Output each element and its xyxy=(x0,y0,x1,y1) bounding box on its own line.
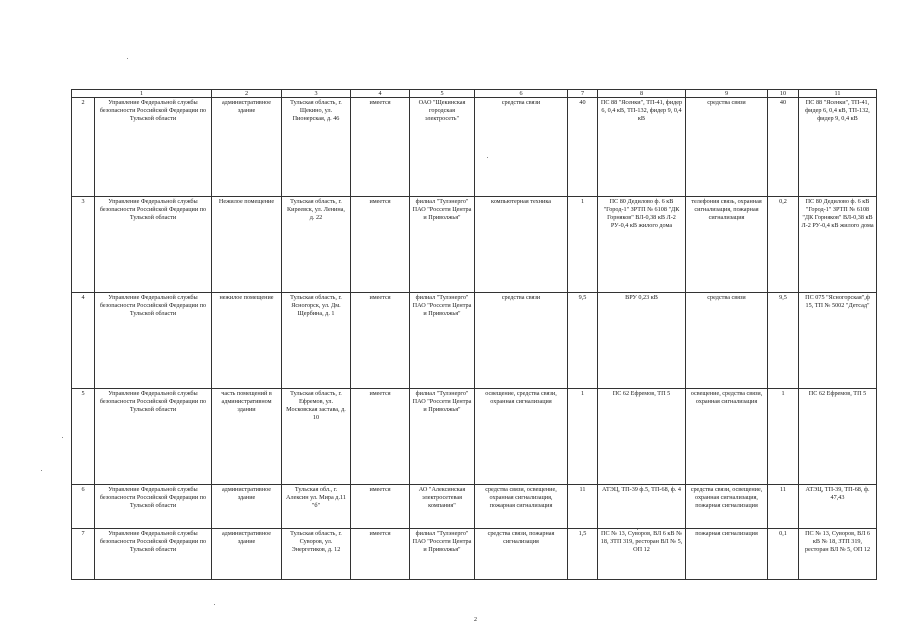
reserve-consumers-cell: пожарная сигнализация xyxy=(686,529,768,580)
header-cell-1: 1 xyxy=(72,90,212,98)
consumers-cell: средства связи, освещение, охранная сигнализация, пожарная сигнализация xyxy=(475,485,568,529)
table-row xyxy=(72,389,877,485)
header-cell-7: 7 xyxy=(568,90,598,98)
consumers-cell: средства связи xyxy=(475,98,568,197)
address-cell: Тульская область, г. Щекино, ул. Пионерская, д. 46 xyxy=(282,98,351,197)
supplier-cell: филиал "Тулэнерго" ПАО "Россети Центра и Приволжья" xyxy=(410,197,475,293)
organization-cell: Управление Федеральной службы безопасности Российской Федерации по Тульской области xyxy=(95,529,212,580)
header-cell-11: 11 xyxy=(799,90,877,98)
consumers-cell: средства связи, пожарная сигнализация xyxy=(475,529,568,580)
scan-speck xyxy=(127,58,128,59)
connection-point-cell: АТЭЦ, ТП-39 ф.5, ТП-68, ф. 4 xyxy=(598,485,686,529)
reserve-consumers-cell: средства связи xyxy=(686,293,768,389)
header-cell-4: 4 xyxy=(351,90,410,98)
table-row xyxy=(72,485,877,529)
availability-cell: имеется xyxy=(351,529,410,580)
organization-cell: Управление Федеральной службы безопасности Российской Федерации по Тульской области xyxy=(95,485,212,529)
availability-cell: имеется xyxy=(351,485,410,529)
premises-type-cell: административное здание xyxy=(212,529,282,580)
header-row xyxy=(72,90,877,98)
availability-cell: имеется xyxy=(351,389,410,485)
table-row xyxy=(72,529,877,580)
header-cell-9: 9 xyxy=(686,90,768,98)
premises-type-cell: нежилое помещение xyxy=(212,293,282,389)
reserve-source-cell: ПС 075 "Ясногорская",ф 15, ТП № 5002 "Детсад" xyxy=(799,293,877,389)
organization-cell: Управление Федеральной службы безопасности Российской Федерации по Тульской области xyxy=(95,98,212,197)
supplier-cell: филиал "Тулэнерго" ПАО "Россети Центра и Приволжья" xyxy=(410,293,475,389)
reserve-power-cell: 11 xyxy=(768,485,799,529)
power-cell: 1,5 xyxy=(568,529,598,580)
supplier-cell: ОАО "Щекинская городская электросеть" xyxy=(410,98,475,197)
header-cell-3: 3 xyxy=(282,90,351,98)
reserve-power-cell: 0,1 xyxy=(768,529,799,580)
header-cell-6: 6 xyxy=(475,90,568,98)
organization-cell: Управление Федеральной службы безопасности Российской Федерации по Тульской области xyxy=(95,197,212,293)
page-number: 2 xyxy=(474,617,477,623)
connection-point-cell: ПС 80 Дедилово ф. 6 кВ "Город-1" ЗРТП № 6108 "ДК Горняков" ВЛ-0,38 кВ Л-2 РУ-0,4 кВ жилого дома xyxy=(598,197,686,293)
scan-speck xyxy=(41,470,42,471)
power-cell: 11 xyxy=(568,485,598,529)
header-cell-2: 2 xyxy=(212,90,282,98)
header-cell-5: 5 xyxy=(410,90,475,98)
address-cell: Тульская область, г. Ясногорск, ул. Дм. Щербина, д. 1 xyxy=(282,293,351,389)
premises-type-cell: административное здание xyxy=(212,98,282,197)
premises-type-cell: административное здание xyxy=(212,485,282,529)
consumers-cell: освещение, средства связи, охранная сигнализация xyxy=(475,389,568,485)
availability-cell: имеется xyxy=(351,197,410,293)
reserve-power-cell: 1 xyxy=(768,389,799,485)
address-cell: Тульская область, г. Суворов, ул. Энергетиков, д. 12 xyxy=(282,529,351,580)
row-number: 5 xyxy=(72,389,95,485)
header-cell-10: 10 xyxy=(768,90,799,98)
reserve-power-cell: 0,2 xyxy=(768,197,799,293)
power-cell: 1 xyxy=(568,389,598,485)
reserve-power-cell: 40 xyxy=(768,98,799,197)
connection-point-cell: ПС 62 Ефремов, ТП 5 xyxy=(598,389,686,485)
organization-cell: Управление Федеральной службы безопасности Российской Федерации по Тульской области xyxy=(95,389,212,485)
availability-cell: имеется xyxy=(351,293,410,389)
row-number: 6 xyxy=(72,485,95,529)
reserve-source-cell: ПС 80 Дедилово ф. 6 кВ "Город-1" ЗРТП № 6108 "ДК Горняков" ВЛ-0,38 кВ Л-2 РУ-0,4 кВ жилого дома xyxy=(799,197,877,293)
address-cell: Тульская обл., г. Алексин ул. Мира д.11 "б" xyxy=(282,485,351,529)
scan-speck xyxy=(214,604,215,605)
connection-point-cell: ПС 88 "Ясенки", ТП-41, фидер 6, 0,4 кВ, ТП-132, фидер 9, 0,4 кВ xyxy=(598,98,686,197)
scan-speck xyxy=(637,529,638,530)
data-table xyxy=(71,89,877,580)
table-row xyxy=(72,98,877,197)
scan-speck xyxy=(62,437,63,438)
reserve-consumers-cell: средства связи, освещение, охранная сигнализация, пожарная сигнализация xyxy=(686,485,768,529)
row-number: 7 xyxy=(72,529,95,580)
reserve-consumers-cell: средства связи xyxy=(686,98,768,197)
row-number: 4 xyxy=(72,293,95,389)
address-cell: Тульская область, г. Киреевск, ул. Ленина, д. 22 xyxy=(282,197,351,293)
reserve-power-cell: 9,5 xyxy=(768,293,799,389)
row-number: 2 xyxy=(72,98,95,197)
availability-cell: имеется xyxy=(351,98,410,197)
premises-type-cell: Нежилое помещение xyxy=(212,197,282,293)
supplier-cell: филиал "Тулэнерго" ПАО "Россети Центра и Приволжья" xyxy=(410,389,475,485)
power-cell: 9,5 xyxy=(568,293,598,389)
power-cell: 1 xyxy=(568,197,598,293)
row-number: 3 xyxy=(72,197,95,293)
organization-cell: Управление Федеральной службы безопасности Российской Федерации по Тульской области xyxy=(95,293,212,389)
supplier-cell: филиал "Тулэнерго" ПАО "Россети Центра и Приволжья" xyxy=(410,529,475,580)
reserve-source-cell: ПС 88 "Ясенки", ТП-41, фидер 6, 0,4 кВ, ТП-132, фидер 9, 0,4 кВ xyxy=(799,98,877,197)
supplier-cell: АО "Алексинская электросетевая компания" xyxy=(410,485,475,529)
reserve-consumers-cell: освещение, средства связи, охранная сигнализация xyxy=(686,389,768,485)
connection-point-cell: ВРУ 0,23 кВ xyxy=(598,293,686,389)
power-cell: 40 xyxy=(568,98,598,197)
address-cell: Тульская область, г. Ефремов, ул. Московская застава, д. 10 xyxy=(282,389,351,485)
consumers-cell: средства связи xyxy=(475,293,568,389)
reserve-source-cell: АТЭЦ, ТП-39, ТП-68, ф. 47,43 xyxy=(799,485,877,529)
table-row xyxy=(72,293,877,389)
premises-type-cell: часть помещений в административном здании xyxy=(212,389,282,485)
connection-point-cell: ПС № 13, Суворов, ВЛ 6 кВ № 18, ЗТП 319, ресторан ВЛ № 5, ОП 12 xyxy=(598,529,686,580)
consumers-cell: компьютерная техника xyxy=(475,197,568,293)
header-cell-8: 8 xyxy=(598,90,686,98)
scan-speck xyxy=(487,157,488,158)
reserve-source-cell: ПС 62 Ефремов, ТП 5 xyxy=(799,389,877,485)
reserve-source-cell: ПС № 13, Суворов, ВЛ 6 кВ № 18, ЗТП 319, ресторан ВЛ № 5, ОП 12 xyxy=(799,529,877,580)
table-row xyxy=(72,197,877,293)
reserve-consumers-cell: телефония связь, охранная сигнализация, пожарная сигнализация xyxy=(686,197,768,293)
